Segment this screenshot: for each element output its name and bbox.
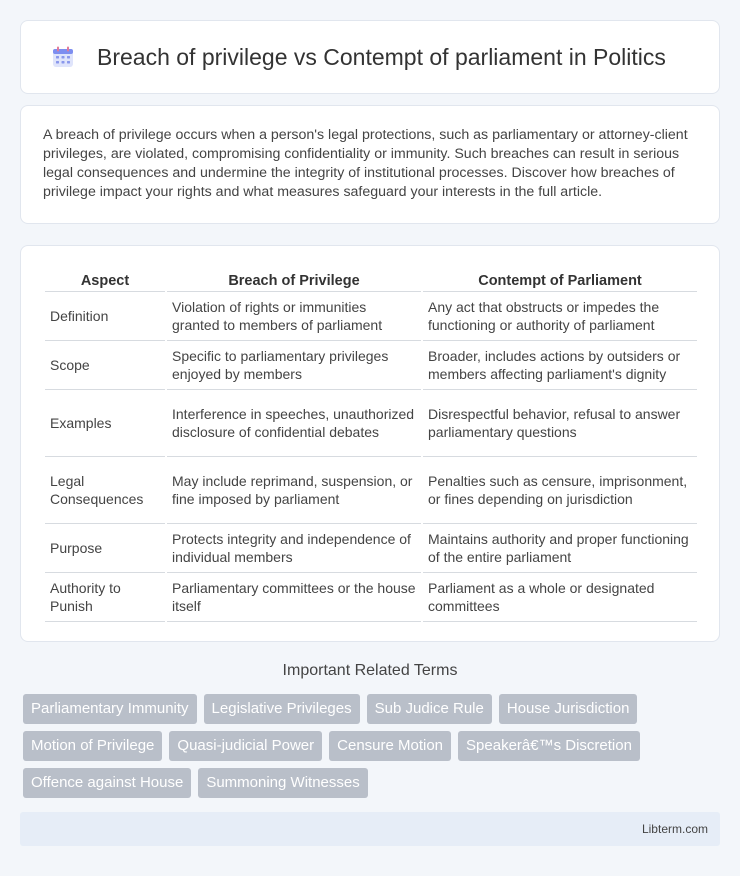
row-breach: Parliamentary committees or the house itself (167, 573, 421, 622)
row-breach: Interference in speeches, unauthorized disclosure of confidential debates (167, 390, 421, 457)
intro-card (20, 105, 720, 224)
related-term-tag[interactable]: Parliamentary Immunity (23, 694, 197, 724)
header-contempt: Contempt of Parliament (423, 266, 697, 292)
row-contempt: Maintains authority and proper functioning of the entire parliament (423, 524, 697, 573)
row-contempt: Parliament as a whole or designated committees (423, 573, 697, 622)
related-term-tag[interactable]: Speakerâ€™s Discretion (458, 731, 640, 761)
table-row (45, 292, 697, 341)
row-contempt: Penalties such as censure, imprisonment, or fines depending on jurisdiction (423, 457, 697, 524)
related-term-tag[interactable]: Censure Motion (329, 731, 451, 761)
related-term-tag[interactable]: Offence against House (23, 768, 191, 798)
related-term-tag[interactable]: House Jurisdiction (499, 694, 638, 724)
row-breach: May include reprimand, suspension, or fine imposed by parliament (167, 457, 421, 524)
header-breach: Breach of Privilege (167, 266, 421, 292)
related-term-tag[interactable]: Motion of Privilege (23, 731, 162, 761)
row-aspect: Authority to Punish (45, 573, 165, 622)
table-row (45, 390, 697, 457)
related-term-tag[interactable]: Legislative Privileges (204, 694, 360, 724)
page-title: Breach of privilege vs Contempt of parliament in Politics (97, 43, 666, 70)
table-row (45, 573, 697, 622)
intro-text: A breach of privilege occurs when a person's legal protections, such as parliamentary or attorney-client privileges, are violated, compromising confidentiality or immunity. Such breaches can result in serious legal consequences and undermine the integrity of institutional processes. Discover how breaches of privilege impact your rights and what measures safeguard your interests in the full article. (43, 127, 688, 200)
row-breach: Protects integrity and independence of individual members (167, 524, 421, 573)
row-breach: Specific to parliamentary privileges enjoyed by members (167, 341, 421, 390)
header-aspect: Aspect (45, 266, 165, 292)
related-term-tag[interactable]: Sub Judice Rule (367, 694, 492, 724)
row-contempt: Disrespectful behavior, refusal to answer parliamentary questions (423, 390, 697, 457)
footer-site-link[interactable]: Libterm.com (641, 822, 708, 836)
row-breach: Violation of rights or immunities granted to members of parliament (167, 292, 421, 341)
calendar-icon (51, 45, 75, 69)
comparison-card (20, 245, 720, 642)
comparison-table (43, 266, 699, 622)
table-row (45, 524, 697, 573)
related-terms-list (23, 694, 717, 798)
row-aspect: Examples (45, 390, 165, 457)
row-aspect: Legal Consequences (45, 457, 165, 524)
related-term-tag[interactable]: Quasi-judicial Power (169, 731, 322, 761)
row-aspect: Scope (45, 341, 165, 390)
row-aspect: Purpose (45, 524, 165, 573)
table-row (45, 457, 697, 524)
table-row (45, 341, 697, 390)
related-term-tag[interactable]: Summoning Witnesses (198, 768, 367, 798)
row-contempt: Broader, includes actions by outsiders or members affecting parliament's dignity (423, 341, 697, 390)
row-aspect: Definition (45, 292, 165, 341)
footer (20, 812, 720, 846)
row-contempt: Any act that obstructs or impedes the functioning or authority of parliament (423, 292, 697, 341)
header-card (20, 20, 720, 94)
table-header-row (45, 266, 697, 292)
related-terms-title: Important Related Terms (282, 662, 458, 679)
